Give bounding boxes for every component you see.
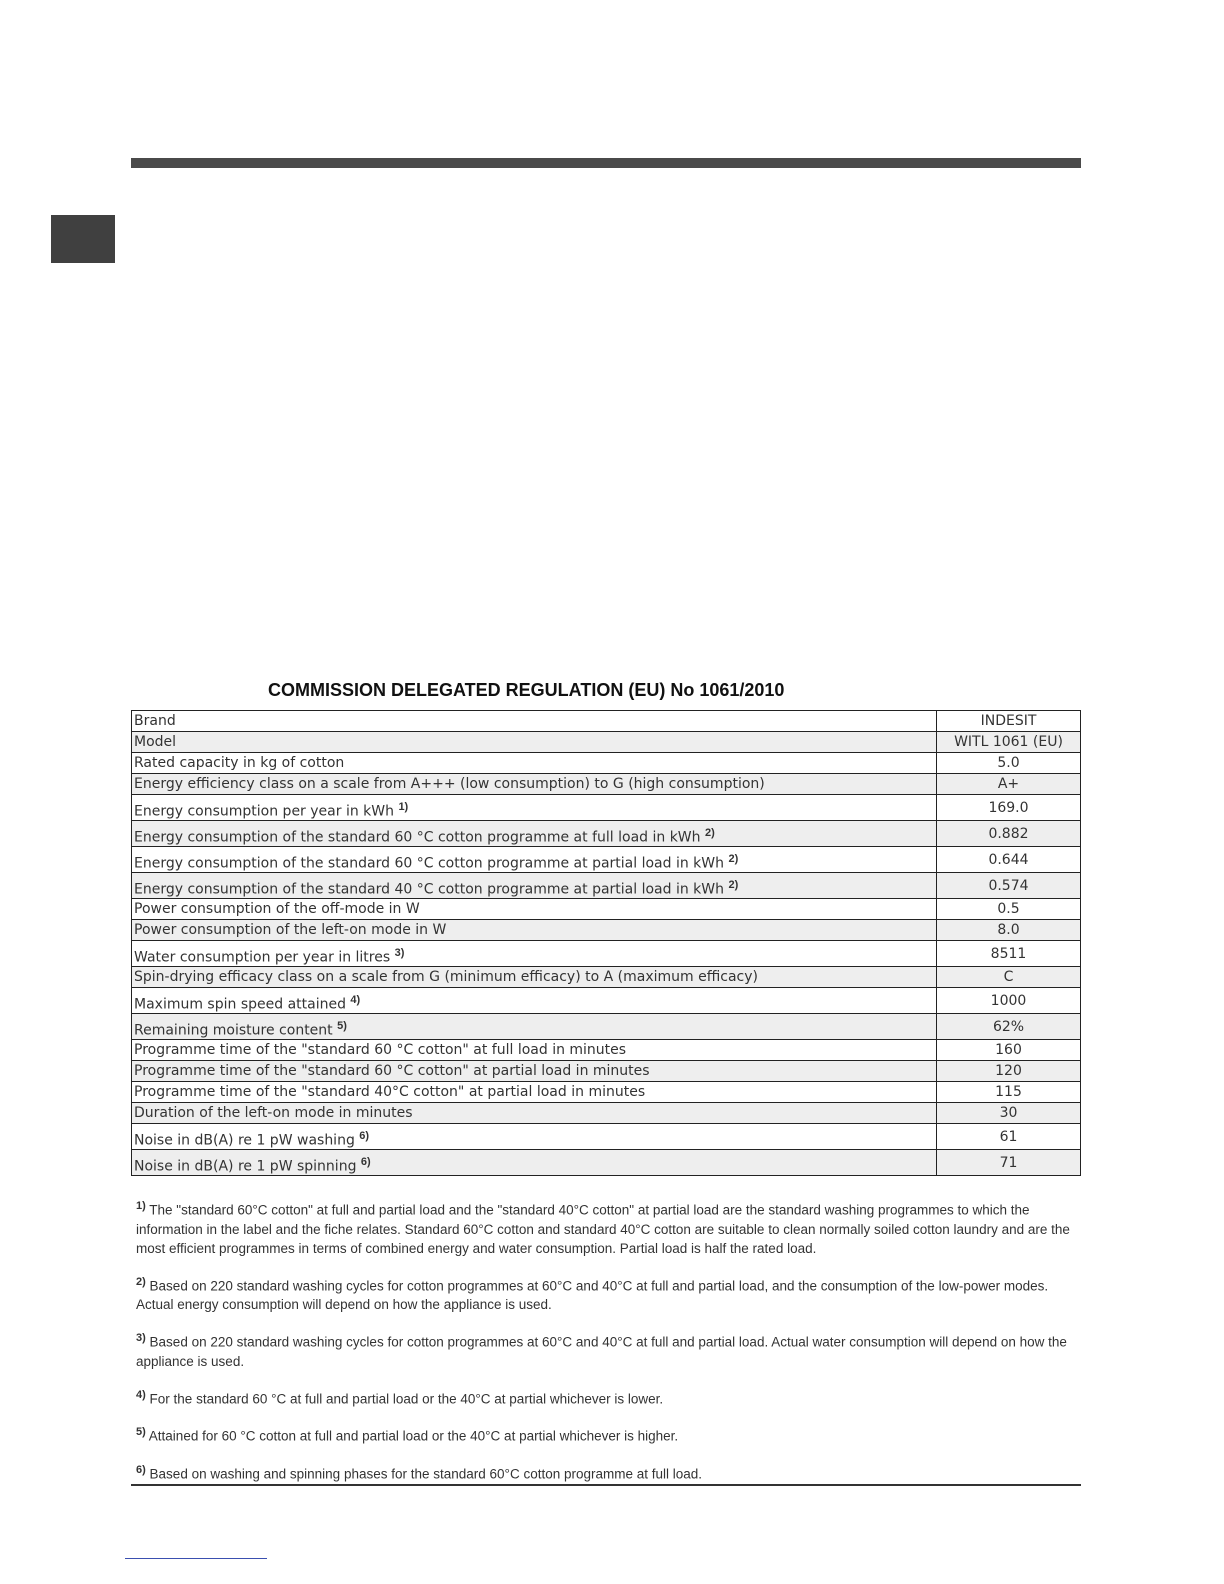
footnote xyxy=(136,1423,1081,1446)
row-label-cell xyxy=(132,732,937,753)
row-value: 115 xyxy=(937,1082,1081,1103)
row-label-cell xyxy=(132,1103,937,1124)
row-value: 8.0 xyxy=(937,920,1081,941)
footnote-ref: 4) xyxy=(350,994,361,1007)
row-label: Power consumption of the left-on mode in W xyxy=(134,922,447,938)
table-row xyxy=(132,873,1081,899)
table-row xyxy=(132,1061,1081,1082)
row-label: Brand xyxy=(134,713,176,729)
row-label-cell xyxy=(132,774,937,795)
row-value: 0.644 xyxy=(937,847,1081,873)
row-label-cell xyxy=(132,988,937,1014)
row-value: 61 xyxy=(937,1124,1081,1150)
header-rule xyxy=(131,158,1081,168)
footnote-mark: 2) xyxy=(136,1275,146,1288)
table-row xyxy=(132,774,1081,795)
row-value: 0.5 xyxy=(937,899,1081,920)
row-value: INDESIT xyxy=(937,711,1081,732)
row-value: 1000 xyxy=(937,988,1081,1014)
table-row xyxy=(132,899,1081,920)
row-value: A+ xyxy=(937,774,1081,795)
row-value: 71 xyxy=(937,1150,1081,1176)
table-row xyxy=(132,941,1081,967)
row-label-cell xyxy=(132,821,937,847)
row-label: Energy consumption of the standard 60 °C cotton programme at partial load in kWh xyxy=(134,856,725,872)
row-label: Energy consumption of the standard 40 °C cotton programme at partial load in kWh xyxy=(134,882,725,898)
row-label: Programme time of the "standard 60 °C cotton" at full load in minutes xyxy=(134,1042,627,1058)
footer-rule xyxy=(131,1484,1081,1486)
row-value: 62% xyxy=(937,1014,1081,1040)
row-label-cell xyxy=(132,1150,937,1176)
table-row xyxy=(132,920,1081,941)
footnote-ref: 6) xyxy=(360,1156,371,1169)
footnote xyxy=(136,1273,1081,1315)
row-label: Noise in dB(A) re 1 pW washing xyxy=(134,1133,355,1149)
row-label: Power consumption of the off-mode in W xyxy=(134,901,420,917)
regulation-title: COMMISSION DELEGATED REGULATION (EU) No 1061/2010 xyxy=(268,680,785,700)
product-fiche-table xyxy=(131,710,1081,1176)
row-label-cell xyxy=(132,1040,937,1061)
row-label-cell xyxy=(132,1061,937,1082)
row-label: Rated capacity in kg of cotton xyxy=(134,755,345,771)
row-label-cell xyxy=(132,873,937,899)
footer-link-underline xyxy=(125,1558,267,1559)
row-label: Noise in dB(A) re 1 pW spinning xyxy=(134,1159,357,1175)
row-label-cell xyxy=(132,941,937,967)
row-label-cell xyxy=(132,899,937,920)
footnote-ref: 2) xyxy=(704,827,715,840)
row-label: Water consumption per year in litres xyxy=(134,950,391,966)
footnote-mark: 5) xyxy=(136,1426,146,1438)
table-row xyxy=(132,1150,1081,1176)
row-value: 8511 xyxy=(937,941,1081,967)
row-value: 5.0 xyxy=(937,753,1081,774)
row-label-cell xyxy=(132,847,937,873)
row-label-cell xyxy=(132,967,937,988)
footnote-mark: 6) xyxy=(136,1463,146,1476)
row-label: Energy consumption per year in kWh xyxy=(134,804,394,820)
row-label-cell xyxy=(132,753,937,774)
table-row xyxy=(132,967,1081,988)
footnote-ref: 6) xyxy=(359,1130,370,1143)
table-row xyxy=(132,795,1081,821)
footnote xyxy=(136,1197,1081,1258)
footnote-mark: 3) xyxy=(136,1332,146,1344)
footnote-mark: 1) xyxy=(136,1200,146,1212)
row-value: 160 xyxy=(937,1040,1081,1061)
row-value: 120 xyxy=(937,1061,1081,1082)
table-row xyxy=(132,1014,1081,1040)
row-label: Model xyxy=(134,734,177,750)
table-row xyxy=(132,1103,1081,1124)
table-row xyxy=(132,1124,1081,1150)
row-label-cell xyxy=(132,1124,937,1150)
footnotes xyxy=(136,1197,1081,1498)
table-row xyxy=(132,988,1081,1014)
row-label-cell xyxy=(132,1082,937,1103)
row-label: Programme time of the "standard 40°C cotton" at partial load in minutes xyxy=(134,1084,646,1100)
table-row xyxy=(132,847,1081,873)
table-row xyxy=(132,732,1081,753)
row-value: 169.0 xyxy=(937,795,1081,821)
language-tab-marker xyxy=(51,215,115,263)
table-row xyxy=(132,753,1081,774)
footnote-text: Based on 220 standard washing cycles for cotton programmes at 60°C and 40°C at full and partial load, and the consumption of the low-power modes. Actual energy consumption will depend on how the appliance is used. xyxy=(136,1278,1049,1312)
footnote xyxy=(136,1461,1081,1484)
row-label: Duration of the left-on mode in minutes xyxy=(134,1105,413,1121)
row-label-cell xyxy=(132,711,937,732)
footnote-text: For the standard 60 °C at full and partial load or the 40°C at partial whichever is lower. xyxy=(149,1391,664,1406)
footnote xyxy=(136,1329,1081,1371)
row-label-cell xyxy=(132,920,937,941)
row-label-cell xyxy=(132,1014,937,1040)
row-value: 0.882 xyxy=(937,821,1081,847)
row-label: Energy efficiency class on a scale from A+++ (low consumption) to G (high consumption) xyxy=(134,776,765,792)
table-row xyxy=(132,1082,1081,1103)
row-label: Programme time of the "standard 60 °C cotton" at partial load in minutes xyxy=(134,1063,650,1079)
footnote-text: Attained for 60 °C cotton at full and partial load or the 40°C at partial whichever is higher. xyxy=(148,1428,679,1444)
row-value: 0.574 xyxy=(937,873,1081,899)
table-row xyxy=(132,821,1081,847)
row-value: C xyxy=(937,967,1081,988)
row-label: Spin-drying efficacy class on a scale from G (minimum efficacy) to A (maximum efficacy) xyxy=(134,969,758,985)
row-label: Maximum spin speed attained xyxy=(134,997,346,1013)
footnote-ref: 2) xyxy=(728,853,739,866)
footnote-ref: 3) xyxy=(394,947,405,960)
row-value: WITL 1061 (EU) xyxy=(937,732,1081,753)
row-value: 30 xyxy=(937,1103,1081,1124)
row-label-cell xyxy=(132,795,937,821)
footnote-ref: 5) xyxy=(337,1020,347,1033)
footnote-mark: 4) xyxy=(136,1388,146,1401)
table-row xyxy=(132,711,1081,732)
row-label: Remaining moisture content xyxy=(134,1023,333,1039)
footnote-text: Based on 220 standard washing cycles for cotton programmes at 60°C and 40°C at full and partial load. Actual water consumption will depend on how the appliance is used. xyxy=(136,1334,1067,1369)
footnote-text: The "standard 60°C cotton" at full and partial load and the "standard 40°C cotton" at partial load are the standard washing programmes to which the information in the label and the fiche relates. Standard 60°C cotton and standard 40°C cotton are suitable to clean normally soiled cotton laundry and are the most efficient programmes in terms of combined energy and water consumption. Partial load is half the rated load. xyxy=(136,1202,1070,1256)
footnote-ref: 1) xyxy=(398,801,409,814)
footnote-text: Based on washing and spinning phases for the standard 60°C cotton programme at full load. xyxy=(149,1466,703,1481)
footnote-ref: 2) xyxy=(728,879,739,892)
footnote xyxy=(136,1386,1081,1409)
table-row xyxy=(132,1040,1081,1061)
row-label: Energy consumption of the standard 60 °C cotton programme at full load in kWh xyxy=(134,830,701,846)
